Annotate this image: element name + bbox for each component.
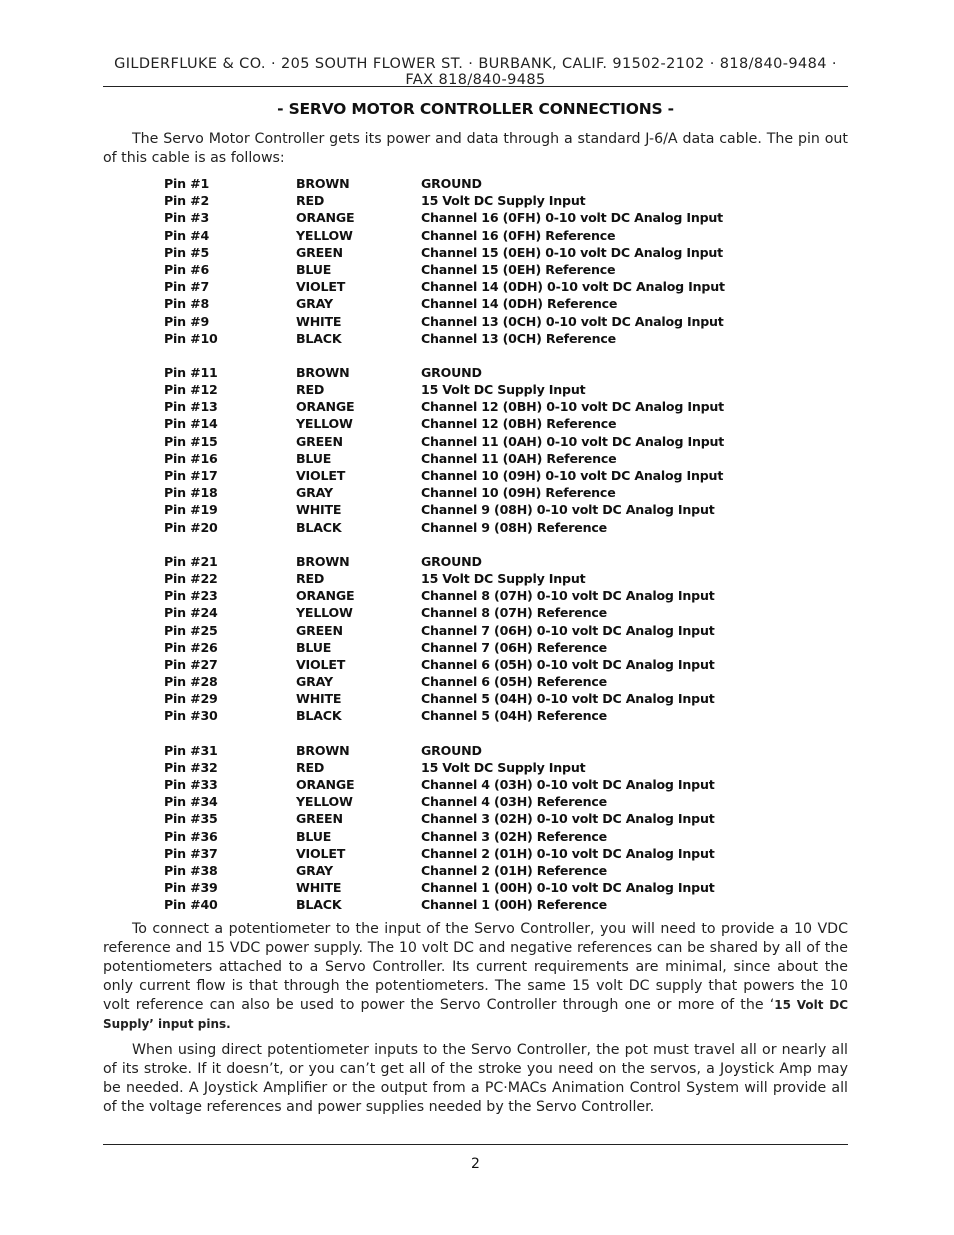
pin-function: Channel 7 (06H) 0-10 volt DC Analog Input [421, 622, 715, 638]
pin-function: GROUND [421, 364, 482, 380]
pin-row [164, 879, 725, 896]
wire-color: BROWN [296, 176, 350, 191]
pin-row [164, 707, 725, 724]
pin-row [164, 244, 725, 261]
pin-function: Channel 6 (05H) 0-10 volt DC Analog Input [421, 656, 715, 672]
pin-function: GROUND [421, 742, 482, 758]
pin-group [164, 175, 725, 347]
wire-color: RED [296, 382, 325, 398]
wire-color: GRAY [296, 674, 333, 690]
pin-function: Channel 9 (08H) Reference [421, 519, 607, 535]
wire-color: WHITE [296, 880, 342, 896]
pin-function: GROUND [421, 176, 482, 191]
pin-function: Channel 16 (0FH) Reference [421, 227, 616, 243]
pin-row [164, 278, 725, 295]
pin-row [164, 209, 725, 226]
pin-row [164, 415, 725, 432]
pin-number: Pin #19 [164, 502, 218, 518]
wire-color: GRAY [296, 485, 333, 501]
pin-row [164, 570, 725, 587]
wire-color: GREEN [296, 433, 343, 449]
pin-row [164, 175, 725, 192]
pin-number: Pin #29 [164, 691, 218, 707]
footer-rule [103, 1144, 848, 1145]
pin-number: Pin #28 [164, 674, 218, 690]
pin-row [164, 862, 725, 879]
direct-input-paragraph: When using direct potentiometer inputs to the Servo Controller, the pot must travel all or nearly all of its stroke. If it doesn’t, or you can’t get all of the stroke you need on the servos, a Joystick Amp may be needed. A Joystick Amplifier or the output from a PC·MACs Animation Control System will provide all of the voltage references and power supplies needed by the Servo Controller. [103, 1042, 848, 1115]
pin-function: Channel 5 (04H) Reference [421, 708, 607, 724]
wire-color: BROWN [296, 553, 350, 569]
wire-color: BLUE [296, 828, 332, 844]
pin-function: 15 Volt DC Supply Input [421, 193, 586, 209]
pin-number: Pin #27 [164, 656, 218, 672]
pin-number: Pin #17 [164, 468, 218, 483]
pin-function: GROUND [421, 553, 482, 569]
pin-number: Pin #8 [164, 296, 210, 312]
pin-function: Channel 16 (0FH) 0-10 volt DC Analog Input [421, 210, 723, 226]
pin-function: Channel 2 (01H) Reference [421, 862, 607, 878]
pin-number: Pin #23 [164, 588, 218, 604]
pin-row [164, 484, 725, 501]
pin-number: Pin #10 [164, 330, 218, 346]
wire-color: BLACK [296, 519, 342, 535]
pin-number: Pin #38 [164, 862, 218, 878]
pin-function: Channel 3 (02H) Reference [421, 828, 607, 844]
wire-color: ORANGE [296, 588, 355, 604]
wire-color: GREEN [296, 811, 343, 827]
pin-row [164, 845, 725, 862]
wire-color: BLACK [296, 330, 342, 346]
pin-number: Pin #3 [164, 210, 210, 226]
pin-row [164, 450, 725, 467]
pin-row [164, 673, 725, 690]
pin-row [164, 398, 725, 415]
pin-row [164, 295, 725, 312]
pin-function: Channel 5 (04H) 0-10 volt DC Analog Input [421, 691, 715, 707]
pin-row [164, 690, 725, 707]
wire-color: VIOLET [296, 279, 346, 295]
pin-function: Channel 12 (0BH) Reference [421, 416, 617, 432]
wire-color: VIOLET [296, 845, 346, 861]
pin-row [164, 553, 725, 570]
wire-color: GRAY [296, 862, 333, 878]
pin-number: Pin #7 [164, 279, 210, 295]
pin-function: Channel 14 (0DH) Reference [421, 296, 618, 312]
pin-number: Pin #26 [164, 639, 218, 655]
pin-row [164, 227, 725, 244]
pin-number: Pin #40 [164, 897, 218, 913]
wire-color: RED [296, 570, 325, 586]
wire-color: VIOLET [296, 468, 346, 483]
pin-row [164, 622, 725, 639]
wire-color: BLUE [296, 639, 332, 655]
pin-row [164, 501, 725, 518]
pin-number: Pin #16 [164, 450, 218, 466]
pin-row [164, 261, 725, 278]
pin-row [164, 759, 725, 776]
pin-number: Pin #13 [164, 399, 218, 415]
pin-row [164, 639, 725, 656]
pin-number: Pin #25 [164, 622, 218, 638]
wire-color: ORANGE [296, 210, 355, 226]
wire-color: YELLOW [296, 605, 353, 621]
pin-number: Pin #20 [164, 519, 218, 535]
pin-number: Pin #2 [164, 193, 210, 209]
pin-number: Pin #30 [164, 708, 218, 724]
pin-row [164, 896, 725, 913]
pin-row [164, 519, 725, 536]
intro-paragraph: The Servo Motor Controller gets its power and data through a standard J-6/A data cable. The pin out of this cable is as follows: [103, 131, 848, 166]
pin-row [164, 828, 725, 845]
pin-number: Pin #9 [164, 313, 210, 329]
wire-color: BLACK [296, 897, 342, 913]
pin-function: Channel 10 (09H) Reference [421, 485, 616, 501]
pin-row [164, 313, 725, 330]
pin-function: Channel 4 (03H) Reference [421, 794, 607, 810]
pin-row [164, 810, 725, 827]
pin-row [164, 656, 725, 673]
pin-row [164, 467, 725, 484]
pin-function: Channel 15 (0EH) 0-10 volt DC Analog Input [421, 244, 723, 260]
pin-row [164, 381, 725, 398]
pin-function: Channel 14 (0DH) 0-10 volt DC Analog Input [421, 279, 725, 295]
wire-color: BLACK [296, 708, 342, 724]
pin-function: Channel 8 (07H) Reference [421, 605, 607, 621]
pin-function: Channel 7 (06H) Reference [421, 639, 607, 655]
pin-number: Pin #1 [164, 176, 210, 191]
pin-number: Pin #35 [164, 811, 218, 827]
pin-group [164, 553, 725, 725]
wire-color: BLUE [296, 261, 332, 277]
pin-function: Channel 6 (05H) Reference [421, 674, 607, 690]
pin-number: Pin #32 [164, 759, 218, 775]
supply-input-emphasis: 15 Volt DC Supply’ input pins. [103, 998, 848, 1031]
pin-row [164, 364, 725, 381]
pin-number: Pin #37 [164, 845, 218, 861]
pin-number: Pin #33 [164, 777, 218, 792]
pin-function: 15 Volt DC Supply Input [421, 759, 586, 775]
pin-function: 15 Volt DC Supply Input [421, 570, 586, 586]
pin-group [164, 742, 725, 914]
wire-color: ORANGE [296, 777, 355, 792]
pin-row [164, 587, 725, 604]
pin-function: Channel 13 (0CH) Reference [421, 330, 617, 346]
pin-number: Pin #12 [164, 382, 218, 398]
pin-row [164, 742, 725, 759]
page-number: 2 [471, 1156, 480, 1172]
header-rule [103, 86, 848, 87]
wire-color: BROWN [296, 742, 350, 758]
pin-number: Pin #22 [164, 570, 218, 586]
pin-function: Channel 8 (07H) 0-10 volt DC Analog Input [421, 588, 715, 604]
pin-function: Channel 1 (00H) 0-10 volt DC Analog Input [421, 880, 715, 896]
pin-row [164, 192, 725, 209]
pin-number: Pin #31 [164, 742, 218, 758]
pin-number: Pin #5 [164, 244, 210, 260]
pin-number: Pin #4 [164, 227, 210, 243]
wire-color: BLUE [296, 450, 332, 466]
pin-row [164, 330, 725, 347]
wire-color: YELLOW [296, 416, 353, 432]
wire-color: WHITE [296, 502, 342, 518]
pin-table [164, 175, 725, 931]
wire-color: YELLOW [296, 794, 353, 810]
page-title: - SERVO MOTOR CONTROLLER CONNECTIONS - [277, 100, 674, 118]
pin-number: Pin #24 [164, 605, 218, 621]
pin-function: Channel 15 (0EH) Reference [421, 261, 616, 277]
pin-row [164, 433, 725, 450]
pin-number: Pin #34 [164, 794, 218, 810]
wire-color: GRAY [296, 296, 333, 312]
wire-color: VIOLET [296, 656, 346, 672]
potentiometer-paragraph [103, 920, 848, 1034]
pin-group [164, 364, 725, 536]
pin-function: Channel 13 (0CH) 0-10 volt DC Analog Input [421, 313, 724, 329]
pin-number: Pin #21 [164, 553, 218, 569]
pin-function: Channel 11 (0AH) 0-10 volt DC Analog Input [421, 433, 725, 449]
pin-row [164, 776, 725, 793]
wire-color: WHITE [296, 313, 342, 329]
pin-number: Pin #39 [164, 880, 218, 896]
pin-number: Pin #6 [164, 261, 210, 277]
wire-color: GREEN [296, 622, 343, 638]
pin-number: Pin #11 [164, 364, 218, 380]
wire-color: ORANGE [296, 399, 355, 415]
wire-color: BROWN [296, 364, 350, 380]
wire-color: YELLOW [296, 227, 353, 243]
pin-function: Channel 9 (08H) 0-10 volt DC Analog Input [421, 502, 715, 518]
pin-number: Pin #14 [164, 416, 218, 432]
pin-function: Channel 10 (09H) 0-10 volt DC Analog Input [421, 468, 724, 483]
pin-function: Channel 3 (02H) 0-10 volt DC Analog Input [421, 811, 715, 827]
wire-color: WHITE [296, 691, 342, 707]
wire-color: RED [296, 193, 325, 209]
potentiometer-text: To connect a potentiometer to the input of the Servo Controller, you will need to provide a 10 VDC reference and 15 VDC power supply. The 10 volt DC and negative references can be shared by all of the potentiometers attached to a Servo Controller. Its current requirements are minimal, since about the only current flow is that through the potentiometers. The same 15 volt DC supply that powers the 10 volt reference can also be used to power the Servo Controller through one or more of the ‘ [103, 921, 848, 1013]
pin-row [164, 793, 725, 810]
wire-color: RED [296, 759, 325, 775]
company-header: GILDERFLUKE & CO. · 205 SOUTH FLOWER ST. · BURBANK, CALIF. 91502-2102 · 818/840-9484 · FAX 818/840-9485 [114, 56, 837, 88]
pin-number: Pin #15 [164, 433, 218, 449]
pin-function: Channel 1 (00H) Reference [421, 897, 607, 913]
pin-number: Pin #36 [164, 828, 218, 844]
wire-color: GREEN [296, 244, 343, 260]
pin-function: 15 Volt DC Supply Input [421, 382, 586, 398]
pin-row [164, 604, 725, 621]
pin-function: Channel 12 (0BH) 0-10 volt DC Analog Input [421, 399, 724, 415]
pin-function: Channel 2 (01H) 0-10 volt DC Analog Input [421, 845, 715, 861]
pin-function: Channel 11 (0AH) Reference [421, 450, 617, 466]
pin-function: Channel 4 (03H) 0-10 volt DC Analog Input [421, 777, 715, 792]
pin-number: Pin #18 [164, 485, 218, 501]
